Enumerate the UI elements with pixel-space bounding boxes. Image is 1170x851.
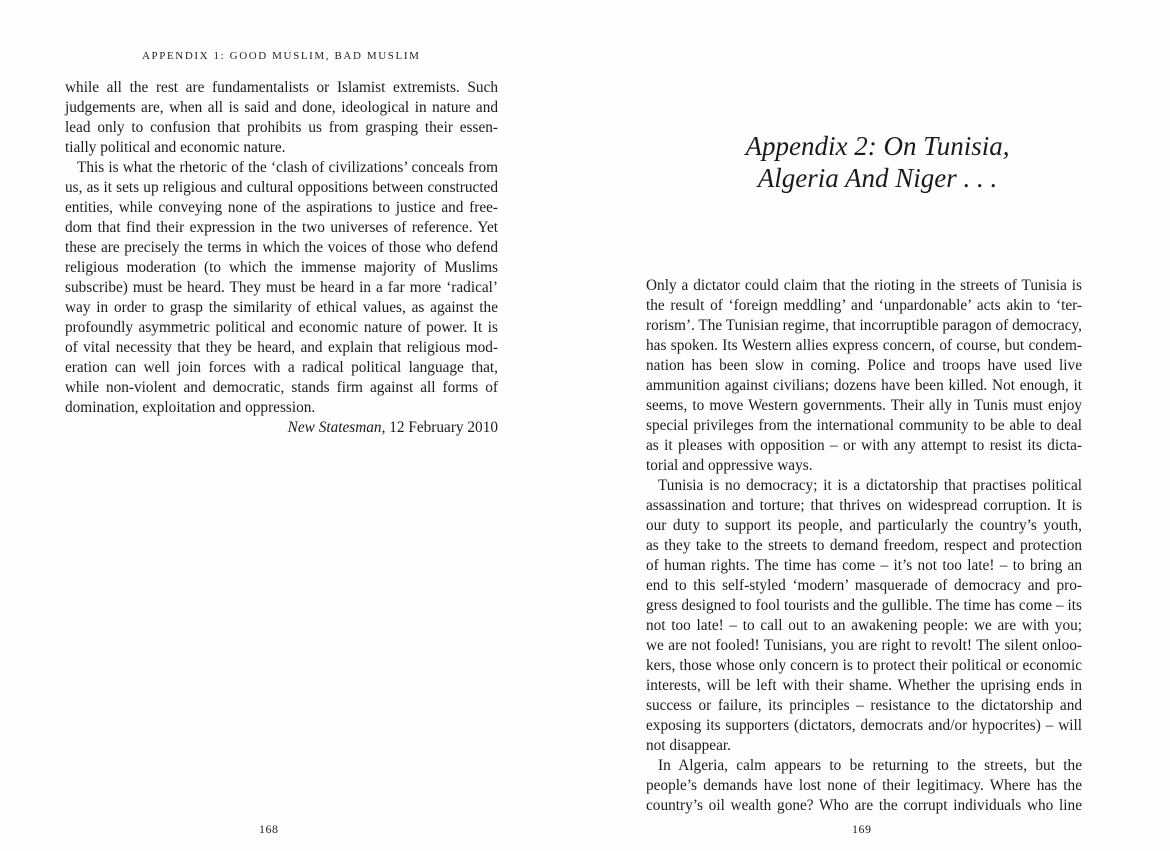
- text-line: domination, exploitation and oppression.: [65, 399, 316, 416]
- text-line: we are not fooled! Tunisians, you are right to revolt! The silent onloo-: [646, 637, 1082, 654]
- text-line: country’s oil wealth gone? Who are the corrupt individuals who line: [646, 797, 1082, 814]
- text-line: of vital necessity that they be heard, and explain that religious mod-: [65, 339, 498, 356]
- text-line: kers, those whose only concern is to protect their political or economic: [646, 657, 1082, 674]
- text-line: way in order to grasp the similarity of ethical values, as against the: [65, 299, 498, 316]
- text-line: lead only to confusion that prohibits us from grasping their essen-: [65, 119, 498, 136]
- text-line: seems, to move Western governments. Their ally in Tunis must enjoy: [646, 397, 1082, 414]
- text-line: people’s demands have lost none of their legitimacy. Where has the: [646, 777, 1082, 794]
- text-line: subscribe) must be heard. They must be heard in a far more ‘radical’: [65, 279, 498, 296]
- text-line: In Algeria, calm appears to be returning to the streets, but the: [658, 757, 1082, 774]
- text-line: assassination and torture; that thrives on widespread corruption. It is: [646, 497, 1082, 514]
- text-line: judgements are, when all is said and done, ideological in nature and: [65, 99, 498, 116]
- text-line: as it pleases with opposition – or with any attempt to resist its dicta-: [646, 437, 1082, 454]
- citation-source: New Statesman: [287, 419, 382, 436]
- text-line: gress designed to fool tourists and the gullible. The time has come – its: [646, 597, 1082, 614]
- text-line: the result of ‘foreign meddling’ and ‘unpardonable’ acts akin to ‘ter-: [646, 297, 1082, 314]
- text-line: profoundly asymmetric political and economic nature of power. It is: [65, 319, 498, 336]
- text-line: Tunisia is no democracy; it is a dictatorship that practises political: [658, 477, 1082, 494]
- text-line: tially political and economic nature.: [65, 139, 286, 156]
- text-line: not too late! – to call out to an awakening people: we are with you;: [646, 617, 1082, 634]
- text-line: torial and oppressive ways.: [646, 457, 813, 474]
- text-line: success or failure, its principles – resistance to the dictatorship and: [646, 697, 1082, 714]
- text-line: these are precisely the terms in which the voices of those who defend: [65, 239, 498, 256]
- text-line: interests, will be left with their shame. Whether the uprising ends in: [646, 677, 1082, 694]
- text-line: has spoken. Its Western allies express concern, of course, but condem-: [646, 337, 1082, 354]
- text-line: exposing its supporters (dictators, democrats and/or hypocrites) – will: [646, 717, 1082, 734]
- running-head: APPENDIX 1: GOOD MUSLIM, BAD MUSLIM: [142, 50, 421, 62]
- chapter-title-line-2: Algeria And Niger . . .: [757, 163, 998, 193]
- text-line: rorism’. The Tunisian regime, that incorruptible paragon of democracy,: [646, 317, 1082, 334]
- text-line: entities, while conveying none of the aspirations to justice and free-: [65, 199, 498, 216]
- right-page: [585, 0, 1170, 851]
- text-line: of human rights. The time has come – it’s not too late! – to bring an: [646, 557, 1082, 574]
- text-line: eration can well join forces with a radical political language that,: [65, 359, 498, 376]
- text-line: end to this self-styled ‘modern’ masquerade of democracy and pro-: [646, 577, 1082, 594]
- text-line: dom that find their expression in the two universes of reference. Yet: [65, 219, 498, 236]
- page-number: 168: [259, 822, 279, 836]
- text-line: our duty to support its people, and particularly the country’s youth,: [646, 517, 1082, 534]
- text-line: ammunition against civilians; dozens have been killed. Not enough, it: [646, 377, 1082, 394]
- text-line: nation has been slow in coming. Police and troops have used live: [646, 357, 1082, 374]
- text-line: special privileges from the international community to be able to deal: [646, 417, 1082, 434]
- text-line: while all the rest are fundamentalists or Islamist extremists. Such: [65, 79, 498, 96]
- page-number: 169: [852, 822, 872, 836]
- text-line: as they take to the streets to demand freedom, respect and protection: [646, 537, 1082, 554]
- text-line: This is what the rhetoric of the ‘clash of civilizations’ conceals from: [77, 159, 498, 176]
- text-line: us, as it sets up religious and cultural oppositions between constructed: [65, 179, 498, 196]
- text-line: religious moderation (to which the immense majority of Muslims: [65, 259, 498, 276]
- text-line: not disappear.: [646, 737, 731, 754]
- citation: [65, 418, 498, 438]
- text-line: Only a dictator could claim that the rioting in the streets of Tunisia is: [646, 277, 1082, 294]
- text-line: while non-violent and democratic, stands firm against all forms of: [65, 379, 498, 396]
- citation-date: , 12 February 2010: [381, 419, 498, 436]
- chapter-title-line-1: Appendix 2: On Tunisia,: [745, 131, 1010, 161]
